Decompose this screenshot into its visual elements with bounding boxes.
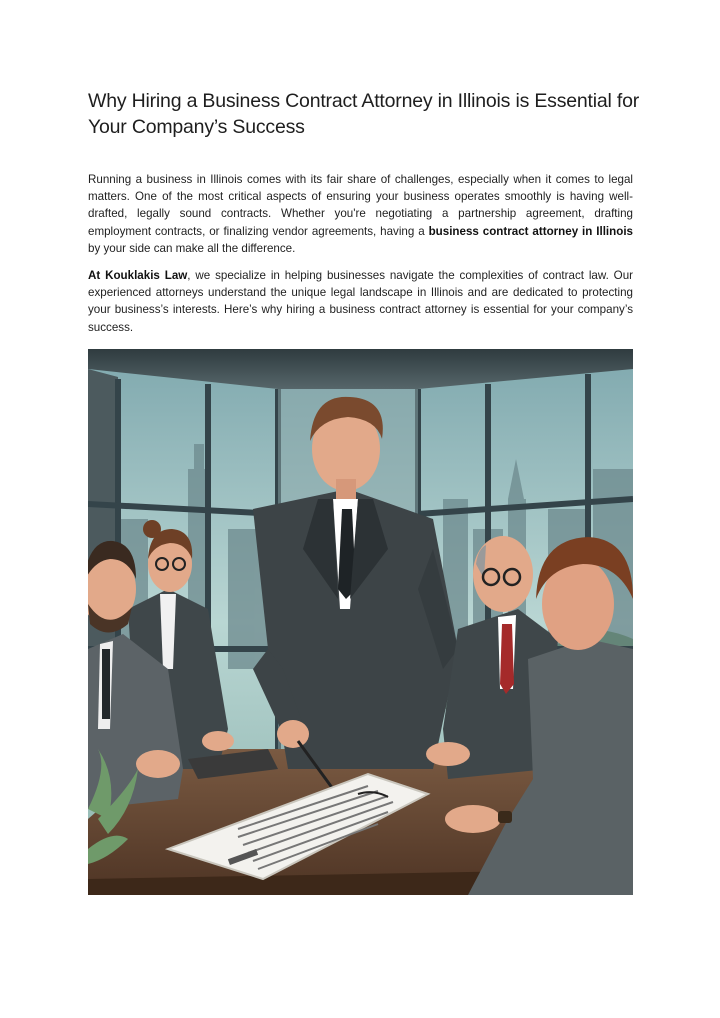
firm-text: , we specialize in helping businesses navigate the complexities of contract law. Our experienced attorneys understand the unique legal landscape in Illinois and are dedicated to protecting your business’s interests. Here’s why hiring a business contract attorney is essential for your company’s success. — [88, 269, 633, 334]
firm-name: At Kouklakis Law — [88, 269, 188, 282]
intro-text-before: Running a business in Illinois comes with its fair share of challenges, especially when it comes to legal matters. One of the most critical aspects of ensuring your business operates smoothly is having well-drafted, legally sound contracts. Whether you're negotiating a partnership agreement, drafting employment contracts, or finalizing vendor agreements, having a — [88, 173, 633, 238]
firm-paragraph — [88, 267, 633, 336]
meeting-illustration — [88, 349, 633, 895]
article-title: Why Hiring a Business Contract Attorney in Illinois is Essential for Your Company’s Success — [88, 90, 640, 138]
intro-paragraph — [88, 171, 633, 257]
intro-bold-keyword: business contract attorney in Illinois — [428, 224, 633, 238]
intro-text-after: by your side can make all the difference. — [88, 241, 296, 255]
